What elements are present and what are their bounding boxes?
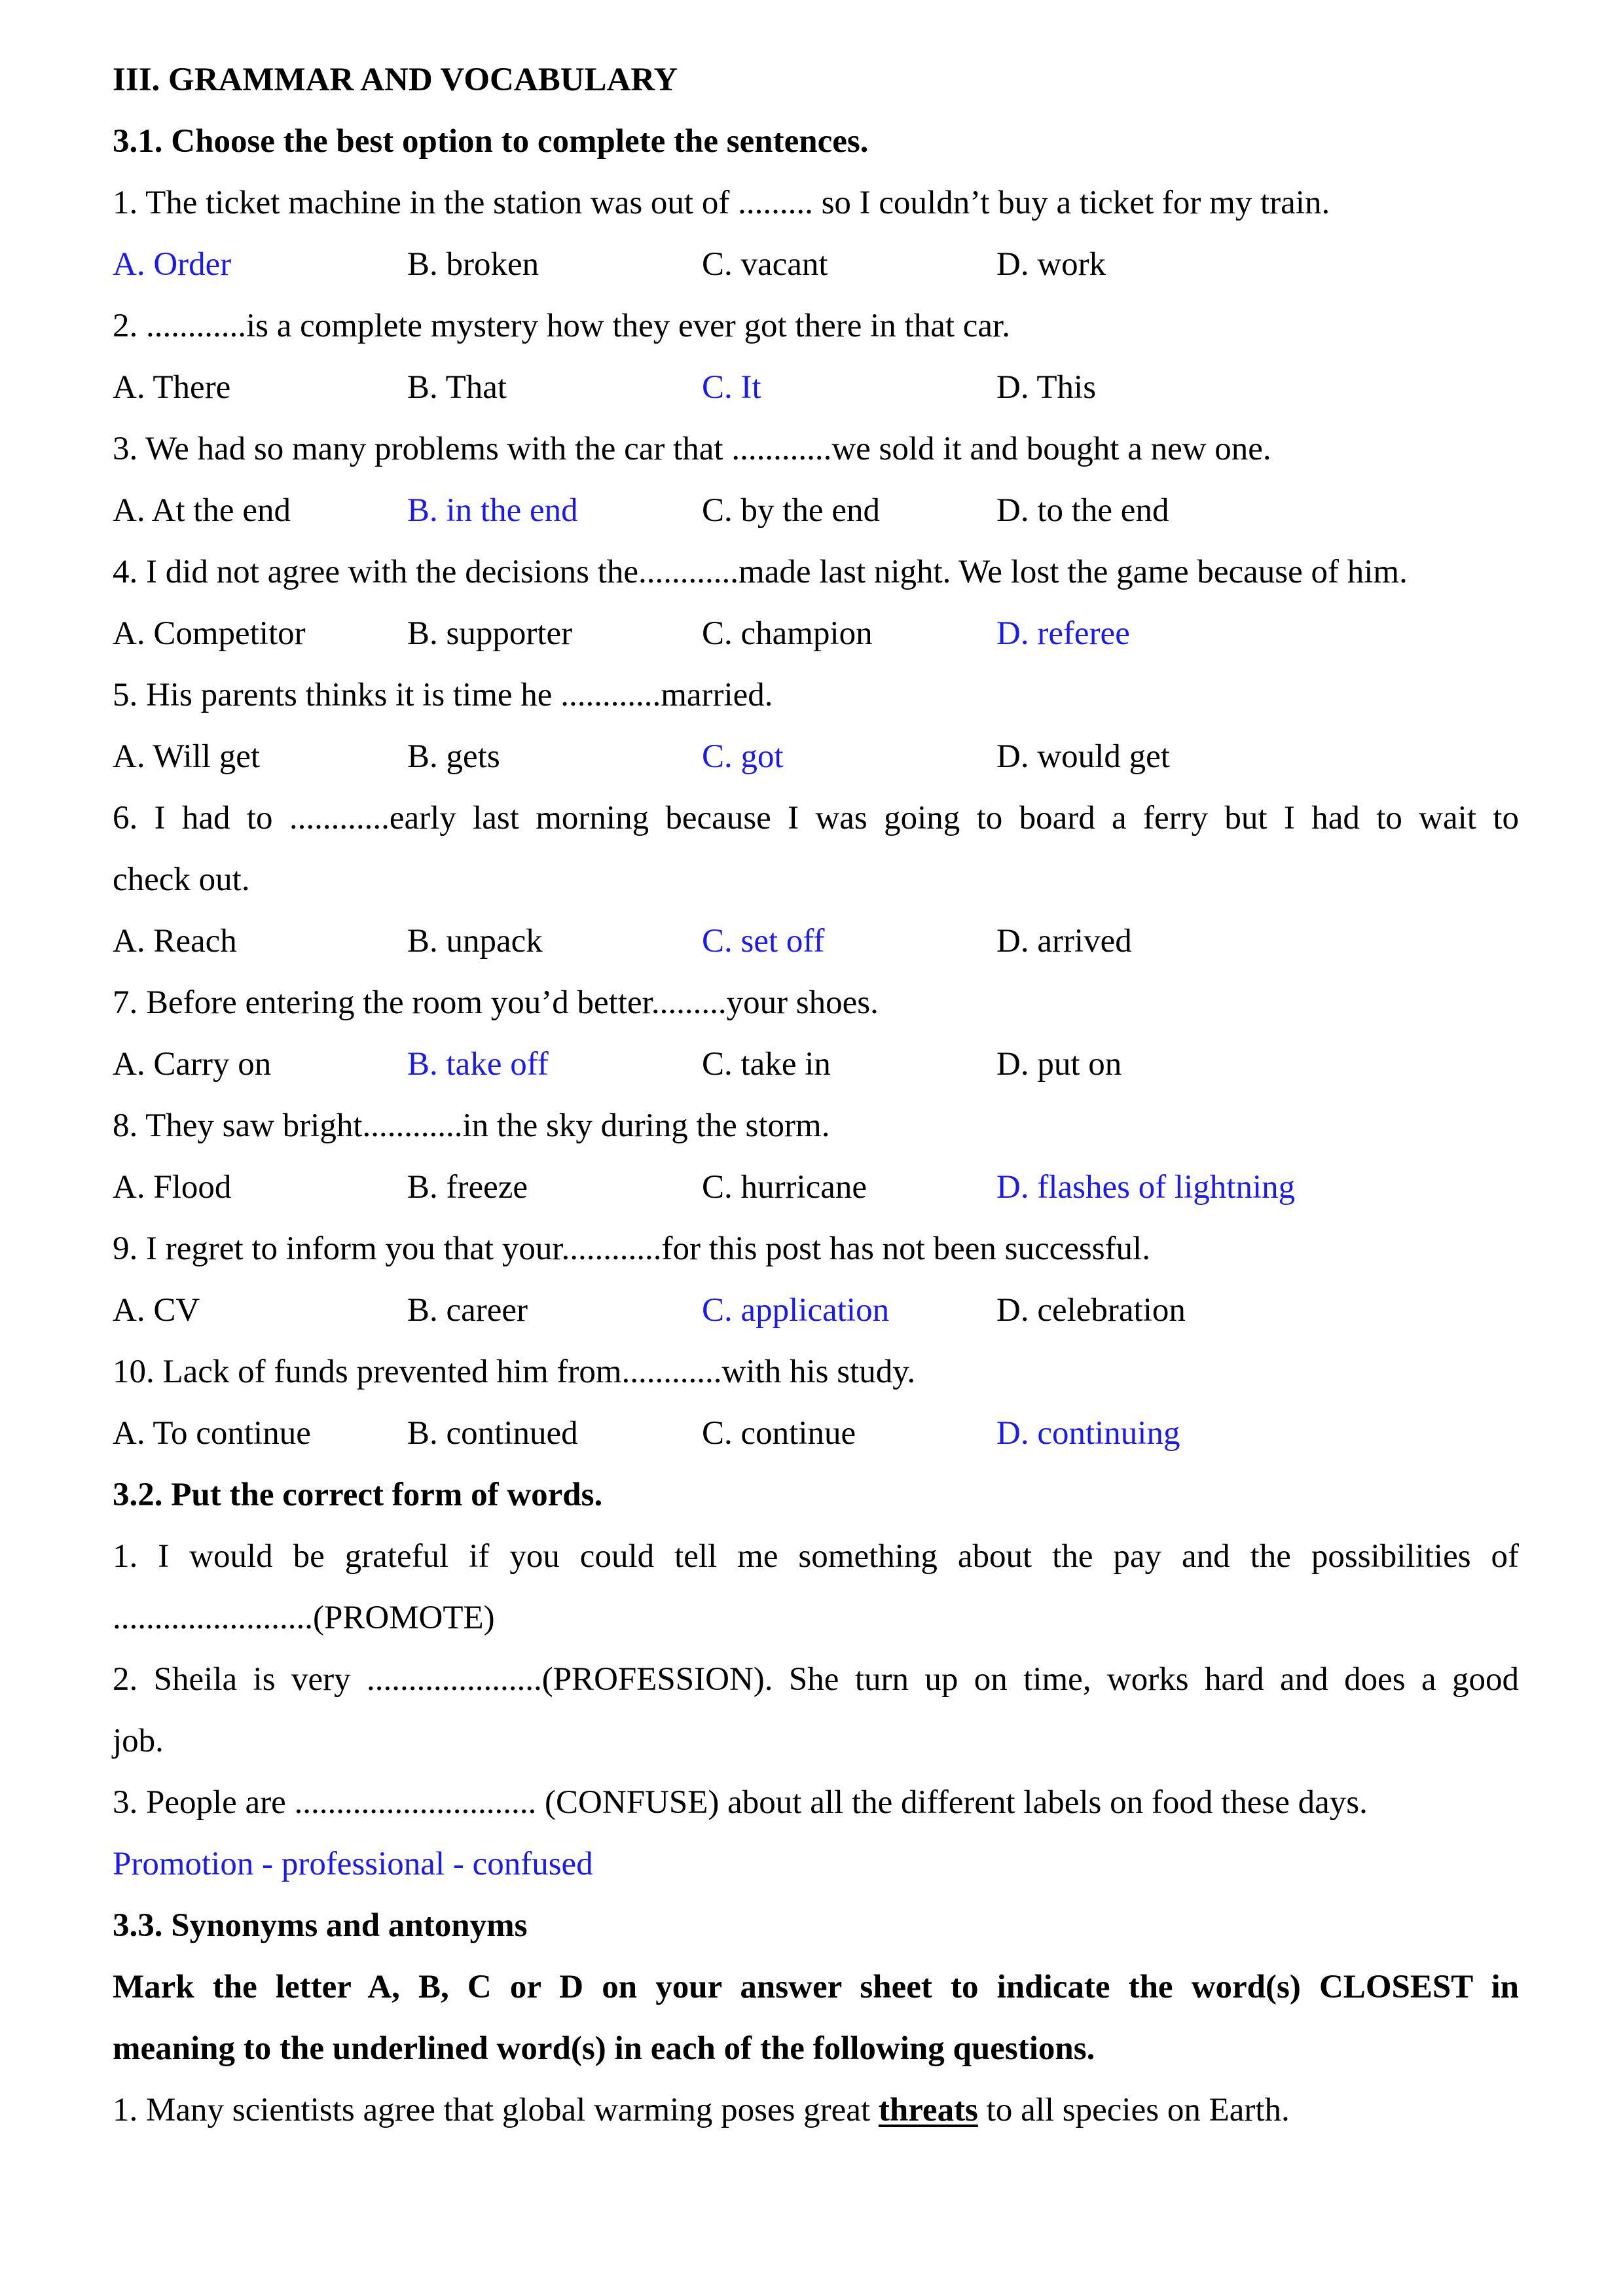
- question-8: 8. They saw bright............in the sky during the storm.: [113, 1107, 830, 1144]
- option-c: C. continue: [702, 1415, 856, 1452]
- option-a: A. Will get: [113, 738, 261, 775]
- question-9: 9. I regret to inform you that your............for this post has not been successful.: [113, 1230, 1150, 1267]
- question-10: 10. Lack of funds prevented him from............with his study.: [113, 1354, 916, 1390]
- option-a-answer: A. Order: [113, 246, 232, 283]
- option-a: A. There: [113, 369, 231, 406]
- option-a: A. CV: [113, 1292, 200, 1329]
- option-c: C. champion: [702, 615, 873, 652]
- option-b: B. That: [407, 369, 507, 406]
- option-b-answer: B. take off: [407, 1046, 549, 1083]
- question-6-line-2: check out.: [113, 861, 250, 898]
- option-a: A. Reach: [113, 923, 237, 960]
- option-a: A. At the end: [113, 492, 291, 529]
- word-form-q3: 3. People are ............................. (CONFUSE) about all the different labels on food these days.: [113, 1784, 1368, 1821]
- question-6-line-1: 6. I had to ............early last morning because I was going to board a ferry but I had to wait to: [113, 800, 1519, 836]
- synonym-q1-text-after: to all species on Earth.: [977, 2092, 1290, 2128]
- option-c: C. by the end: [702, 492, 880, 529]
- part2-heading: 3.2. Put the correct form of words.: [113, 1477, 603, 1513]
- underlined-word: threats: [878, 2092, 978, 2128]
- option-d-answer: D. continuing: [996, 1415, 1180, 1452]
- word-form-q2-line-1: 2. Sheila is very .....................(PROFESSION). She turn up on time, works hard and does a good: [113, 1661, 1519, 1698]
- option-c: C. take in: [702, 1046, 831, 1083]
- option-c-answer: C. application: [702, 1292, 890, 1329]
- option-c-answer: C. It: [702, 369, 761, 406]
- part3-instruction-line-2: meaning to the underlined word(s) in each of the following questions.: [113, 2030, 1095, 2067]
- option-b: B. gets: [407, 738, 500, 775]
- option-a: A. Carry on: [113, 1046, 272, 1083]
- question-5: 5. His parents thinks it is time he ............married.: [113, 677, 773, 713]
- synonym-q1-text-before: 1. Many scientists agree that global warming poses great: [113, 2092, 879, 2128]
- option-d: D. arrived: [996, 923, 1132, 960]
- option-d: D. to the end: [996, 492, 1169, 529]
- option-b: B. career: [407, 1292, 528, 1329]
- option-c: C. vacant: [702, 246, 828, 283]
- option-b: B. unpack: [407, 923, 543, 960]
- option-b-answer: B. in the end: [407, 492, 578, 529]
- word-form-answer: Promotion - professional - confused: [113, 1846, 593, 1882]
- option-c: C. hurricane: [702, 1169, 867, 1206]
- question-4: 4. I did not agree with the decisions the............made last night. We lost the game because of him.: [113, 554, 1408, 590]
- option-d-answer: D. referee: [996, 615, 1130, 652]
- question-1: 1. The ticket machine in the station was out of ......... so I couldn’t buy a ticket for my train.: [113, 185, 1330, 221]
- option-d-answer: D. flashes of lightning: [996, 1169, 1296, 1206]
- question-3: 3. We had so many problems with the car that ............we sold it and bought a new one.: [113, 431, 1271, 467]
- option-b: B. broken: [407, 246, 539, 283]
- option-a: A. To continue: [113, 1415, 311, 1452]
- question-2: 2. ............is a complete mystery how they ever got there in that car.: [113, 308, 1010, 344]
- option-a: A. Flood: [113, 1169, 232, 1206]
- option-d: D. celebration: [996, 1292, 1186, 1329]
- word-form-q2-line-2: job.: [113, 1723, 164, 1759]
- word-form-q1-line-2: ........................(PROMOTE): [113, 1600, 495, 1636]
- part3-instruction-line-1: Mark the letter A, B, C or D on your answer sheet to indicate the word(s) CLOSEST in: [113, 1969, 1519, 2005]
- option-d: D. would get: [996, 738, 1170, 775]
- option-d: D. work: [996, 246, 1106, 283]
- question-7: 7. Before entering the room you’d better.........your shoes.: [113, 984, 879, 1021]
- option-a: A. Competitor: [113, 615, 306, 652]
- option-b: B. supporter: [407, 615, 573, 652]
- word-form-q1-line-1: 1. I would be grateful if you could tell me something about the pay and the possibilities of: [113, 1538, 1519, 1575]
- option-d: D. This: [996, 369, 1097, 406]
- option-c-answer: C. set off: [702, 923, 825, 960]
- option-d: D. put on: [996, 1046, 1122, 1083]
- option-b: B. freeze: [407, 1169, 528, 1206]
- option-b: B. continued: [407, 1415, 578, 1452]
- synonym-question-1: [113, 2090, 1520, 2130]
- section-title: III. GRAMMAR AND VOCABULARY: [113, 62, 678, 98]
- part1-heading: 3.1. Choose the best option to complete the sentences.: [113, 123, 869, 160]
- option-c-answer: C. got: [702, 738, 784, 775]
- part3-heading: 3.3. Synonyms and antonyms: [113, 1907, 528, 1944]
